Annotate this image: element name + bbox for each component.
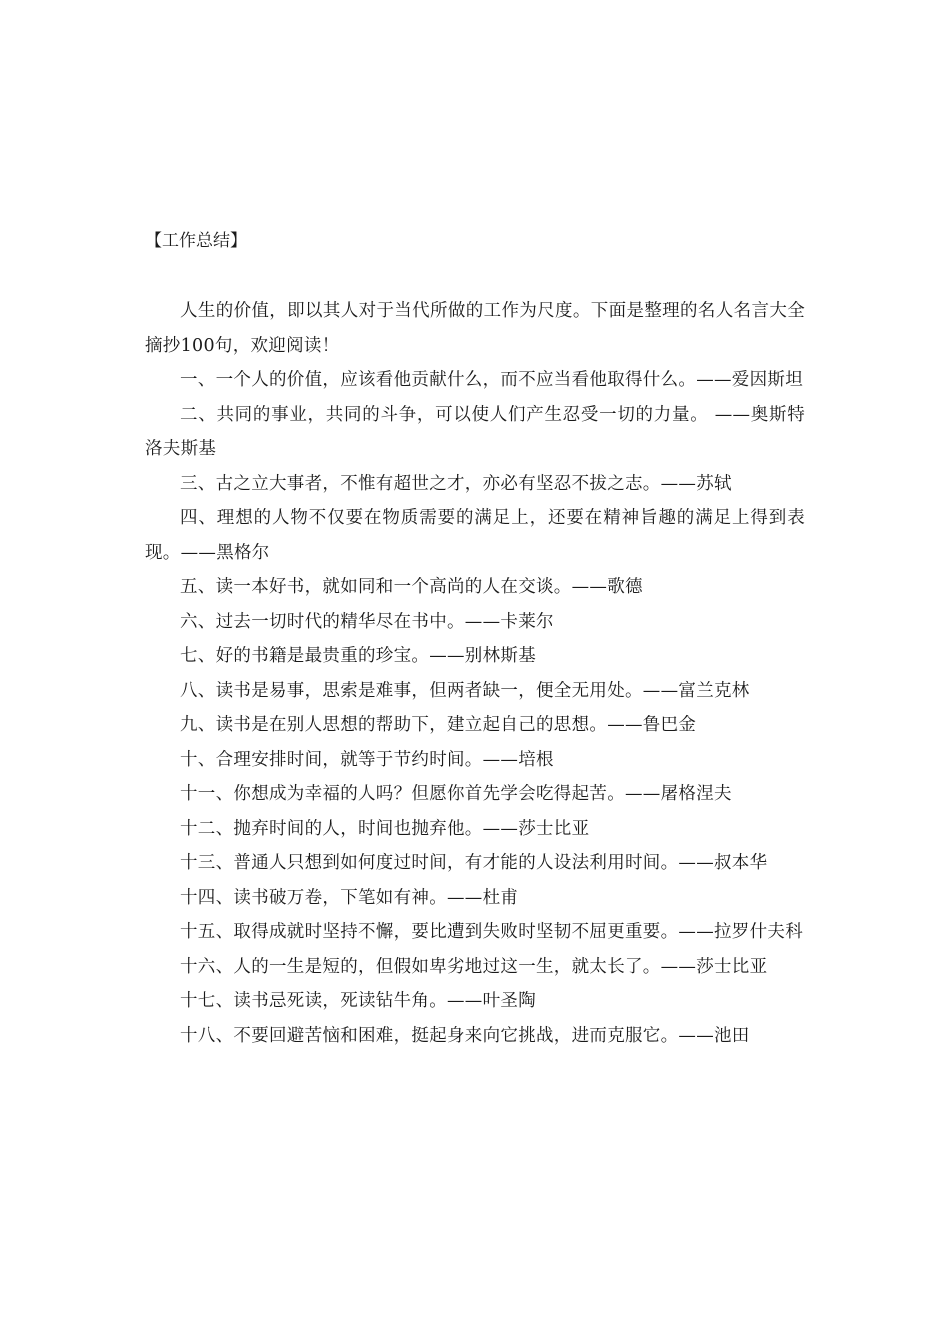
quote-paragraph: 十三、普通人只想到如何度过时间，有才能的人设法利用时间。——叔本华 xyxy=(180,853,768,873)
quote-paragraph: 九、读书是在别人思想的帮助下，建立起自己的思想。——鲁巴金 xyxy=(180,715,697,735)
document-body xyxy=(145,294,805,1053)
quote-paragraph: 十、合理安排时间，就等于节约时间。——培根 xyxy=(180,749,554,770)
quote-paragraph: 六、过去一切时代的精华尽在书中。——卡莱尔 xyxy=(180,611,554,632)
intro-paragraph: 人生的价值，即以其人对于当代所做的工作为尺度。下面是整理的名人名言大全摘抄100句，欢迎阅读！ xyxy=(145,301,805,356)
quote-paragraph: 四、理想的人物不仅要在物质需要的满足上，还要在精神旨趣的满足上得到表现。——黑格尔 xyxy=(145,508,805,563)
quote-paragraph: 七、好的书籍是最贵重的珍宝。——别林斯基 xyxy=(180,646,536,666)
quote-paragraph: 十七、读书忌死读，死读钻牛角。——叶圣陶 xyxy=(180,991,536,1011)
quote-paragraph: 十八、不要回避苦恼和困难，挺起身来向它挑战，进而克服它。——池田 xyxy=(180,1025,750,1046)
quote-paragraph: 十六、人的一生是短的，但假如卑劣地过这一生，就太长了。——莎士比亚 xyxy=(180,956,768,977)
quote-paragraph: 二、共同的事业，共同的斗争，可以使人们产生忍受一切的力量。 ——奥斯特洛夫斯基 xyxy=(145,404,805,459)
quote-paragraph: 三、古之立大事者，不惟有超世之才，亦必有坚忍不拔之志。——苏轼 xyxy=(180,473,732,494)
quote-paragraph: 一、一个人的价值，应该看他贡献什么，而不应当看他取得什么。——爱因斯坦 xyxy=(180,370,803,390)
quote-paragraph: 八、读书是易事，思索是难事，但两者缺一，便全无用处。——富兰克林 xyxy=(180,680,750,701)
quote-paragraph: 五、读一本好书，就如同和一个高尚的人在交谈。——歌德 xyxy=(180,577,643,597)
quote-paragraph: 十一、你想成为幸福的人吗？但愿你首先学会吃得起苦。——屠格涅夫 xyxy=(180,784,732,804)
section-heading: 【工作总结】 xyxy=(145,231,247,251)
quote-paragraph: 十二、抛弃时间的人，时间也抛弃他。——莎士比亚 xyxy=(180,818,590,839)
quote-paragraph: 十四、读书破万卷，下笔如有神。——杜甫 xyxy=(180,887,519,908)
quote-paragraph: 十五、取得成就时坚持不懈，要比遭到失败时坚韧不屈更重要。——拉罗什夫科 xyxy=(180,922,803,942)
